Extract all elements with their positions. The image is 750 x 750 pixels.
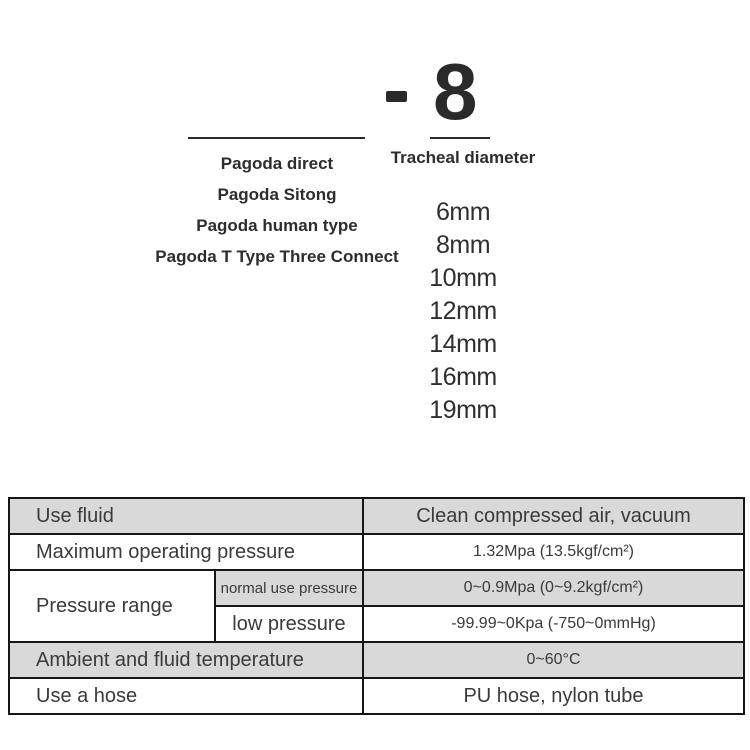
max-pressure-label: Maximum operating pressure bbox=[9, 534, 363, 570]
pressure-range-label: Pressure range bbox=[9, 570, 215, 642]
size-code-digit: 8 bbox=[433, 47, 477, 136]
tracheal-diameter-label: Tracheal diameter bbox=[390, 148, 536, 167]
diameter-option: 16mm bbox=[429, 363, 497, 391]
hose-value: PU hose, nylon tube bbox=[363, 678, 744, 714]
fitting-type-list bbox=[132, 148, 422, 272]
low-pressure-value: -99.99~0Kpa (-750~0mmHg) bbox=[363, 606, 744, 642]
diameter-option: 10mm bbox=[429, 264, 497, 292]
diameter-option: 12mm bbox=[429, 297, 497, 325]
table-row bbox=[9, 678, 744, 714]
fitting-type-item: Pagoda Sitong bbox=[217, 185, 337, 204]
table-row bbox=[9, 534, 744, 570]
diameter-option: 19mm bbox=[429, 396, 497, 424]
diameter-option: 8mm bbox=[435, 231, 491, 259]
size-code-underline bbox=[430, 137, 490, 139]
use-fluid-label: Use fluid bbox=[9, 498, 363, 534]
low-pressure-label: low pressure bbox=[215, 606, 363, 642]
diameter-option: 14mm bbox=[429, 330, 497, 358]
table-row bbox=[9, 570, 744, 606]
use-fluid-value: Clean compressed air, vacuum bbox=[363, 498, 744, 534]
fitting-type-item: Pagoda human type bbox=[196, 216, 358, 235]
specification-table bbox=[8, 497, 745, 715]
temperature-label: Ambient and fluid temperature bbox=[9, 642, 363, 678]
temperature-value: 0~60°C bbox=[363, 642, 744, 678]
dash-separator bbox=[386, 91, 407, 102]
normal-pressure-label: normal use pressure bbox=[215, 570, 363, 606]
max-pressure-value: 1.32Mpa (13.5kgf/cm²) bbox=[363, 534, 744, 570]
table-row bbox=[9, 498, 744, 534]
fitting-type-item: Pagoda T Type Three Connect bbox=[155, 247, 399, 266]
normal-pressure-value: 0~0.9Mpa (0~9.2kgf/cm²) bbox=[363, 570, 744, 606]
hose-label: Use a hose bbox=[9, 678, 363, 714]
model-prefix-underline bbox=[188, 137, 365, 139]
fitting-type-item: Pagoda direct bbox=[220, 154, 334, 173]
diameter-option: 6mm bbox=[435, 198, 491, 226]
table-row bbox=[9, 642, 744, 678]
diameter-option-list bbox=[398, 196, 528, 427]
